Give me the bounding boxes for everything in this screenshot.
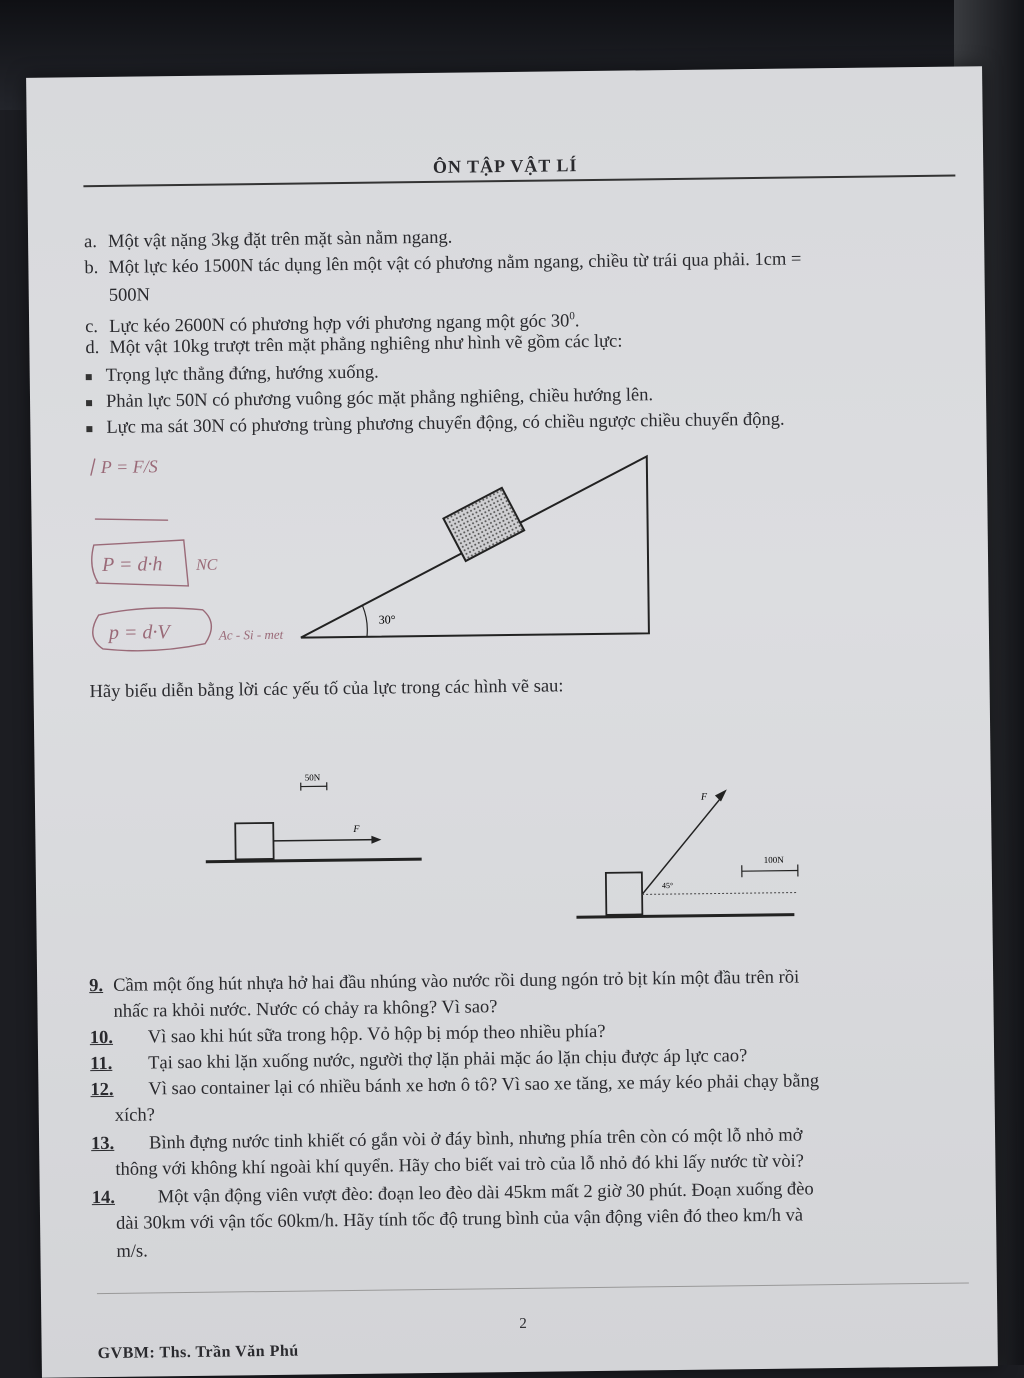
force-label: F [352, 824, 360, 835]
question-11: 11. Tại sao khi lặn xuống nước, người thợ lặn phải mặc áo lặn chịu được áp lực cao? [90, 1043, 747, 1077]
teacher-credit: GVBM: Ths. Trần Văn Phú [98, 1343, 299, 1363]
bullet-friction: Lực ma sát 30N có phương trùng phương chuyển động, có chiều ngược chiều chuyển động. [86, 407, 785, 442]
page-title: ÔN TẬP VẬT LÍ [27, 150, 983, 183]
item-b-cont: 500N [109, 282, 150, 309]
bullet-normal-force: Phản lực 50N có phương vuông góc mặt phẳng nghiêng, chiều hướng lên. [86, 382, 653, 415]
inclined-plane-figure [281, 450, 663, 655]
question-9-cont: nhấc ra khỏi nước. Nước có chảy ra không? Vì sao? [113, 994, 497, 1025]
force-label: F [700, 792, 708, 803]
horizontal-reference [642, 893, 798, 895]
scale-bar [742, 871, 798, 872]
bullet-icon [86, 374, 92, 380]
arrow-head-icon [371, 836, 381, 844]
question-12-cont: xích? [115, 1102, 155, 1128]
handwritten-formula-archimedes: p = d·V [107, 621, 173, 644]
bullet-icon [86, 400, 92, 406]
instruction: Hãy biểu diễn bằng lời các yếu tố của lực trong các hình vẽ sau: [89, 673, 563, 705]
item-a: a. Một vật nặng 3kg đặt trên mặt sàn nằm ngang. [84, 225, 453, 255]
question-13: 13. Bình đựng nước tinh khiết có gắn vòi ở đáy bình, nhưng phía trên còn có một lỗ nhỏ mở [91, 1122, 803, 1157]
worksheet-paper [26, 66, 998, 1378]
bullet-icon [86, 426, 92, 432]
handwritten-note-archimedes: Ac - Si - met [218, 627, 284, 643]
page-number: 2 [519, 1316, 527, 1333]
question-13-cont: thông với không khí ngoài khí quyển. Hãy cho biết vai trò của lỗ nhỏ đó khi lấy nước từ vòi? [115, 1148, 804, 1182]
angle-arc [363, 606, 368, 637]
bullet-weight: Trọng lực thẳng đứng, hướng xuống. [86, 360, 379, 390]
handwritten-formula-pressure: P = F/S [100, 456, 158, 477]
block [606, 872, 643, 914]
question-14: 14. Một vận động viên vượt đèo: đoạn leo đèo dài 45km mất 2 giờ 30 phút. Đoạn xuống đèo [92, 1176, 814, 1211]
item-b: b. Một lực kéo 1500N tác dụng lên một vật có phương nằm ngang, chiều từ trái qua phải. 1cm = [84, 246, 801, 281]
arrow-head-icon [715, 789, 727, 801]
force-vector [641, 795, 724, 894]
angled-force-figure [575, 768, 817, 931]
question-12: 12. Vì sao container lại có nhiều bánh xe hơn ô tô? Vì sao xe tăng, xe máy kéo phải chạy bằng [90, 1068, 819, 1103]
item-d: d. Một vật 10kg trượt trên mặt phẳng nghiêng như hình vẽ gồm các lực: [85, 329, 622, 362]
block [235, 823, 273, 859]
handwritten-note-nc: NC [195, 557, 218, 574]
handwritten-formula-liquid: P = d·h [101, 553, 163, 576]
item-c: c. Lực kéo 2600N có phương hợp với phương ngang một góc $30^0$. [85, 303, 580, 340]
footer-rule [97, 1282, 969, 1294]
horizontal-force-figure [205, 763, 446, 876]
handwritten-notes [82, 435, 295, 678]
angle-label: 30° [379, 612, 396, 626]
scale-label: 100N [764, 855, 785, 865]
angle-label: 45° [662, 881, 673, 890]
question-10: 10. Vì sao khi hút sữa trong hộp. Vỏ hộp bị móp theo nhiều phía? [90, 1019, 606, 1051]
question-9: 9. Cầm một ống hút nhựa hở hai đầu nhúng vào nước rồi dung ngón trỏ bịt kín một đầu trên rồi [89, 965, 799, 1000]
question-14-cont-2: m/s. [116, 1238, 148, 1264]
force-vector [273, 840, 375, 841]
question-14-cont: dài 30km với vận tốc 60km/h. Hãy tính tốc độ trung bình của vận động viên đó theo km/h và [116, 1202, 803, 1236]
scale-label: 50N [305, 772, 321, 782]
sliding-block [443, 488, 524, 561]
